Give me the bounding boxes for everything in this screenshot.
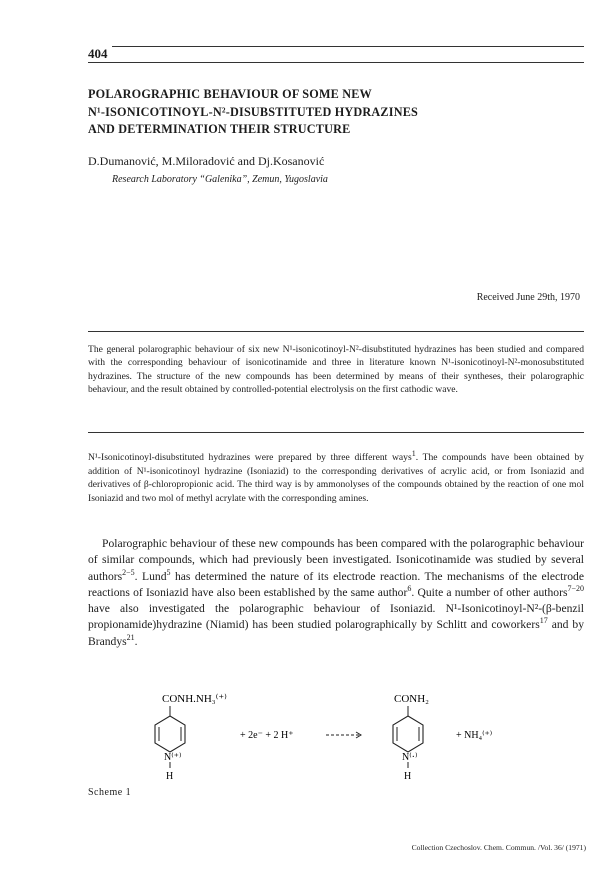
title-line-3: AND DETERMINATION THEIR STRUCTURE [88,122,351,136]
body-text: Polarographic behaviour of these new compounds has been compared with the polarographic behaviour of similar compounds, which had previously been investigated. Isonicotinamide was studied by several authors [88,537,584,583]
page-number: 404 [88,46,108,61]
body-text: . Lund [134,569,167,583]
intro-text-a: N¹-Isonicotinoyl-disubstituted hydrazines were prepared by three different ways [88,452,412,463]
intro-paragraph [88,448,584,505]
abstract-rule-bottom [88,432,584,433]
abstract-rule-top [88,331,584,332]
left-ring-nitrogen: N⁽⁺⁾ [164,752,182,763]
body-text: have also investigated the polarographic behaviour of Isoniazid. N¹-Isonicotinoyl-N²-(β-benzil propionamide)hydrazine (Niamid) has been studied polarographically by Schlitt and coworkers [88,602,584,632]
citation: 7−20 [567,584,584,594]
body-text: . [134,634,138,648]
header-rule-lower [88,62,584,63]
right-hydrogen: H [404,771,412,782]
received-date: Received June 29th, 1970 [476,292,580,303]
scheme-label: Scheme 1 [88,787,132,798]
intro-text-b: . The compounds have been obtained by addition of N¹-isonicotinoyl hydrazine (Isoniazid) to the corresponding derivatives of acrylic acid, or from Isoniazid and derivatives of β-chloropropionic acid. The third way is by ammonolyses of the compounds obtained by the reaction of one mol Isoniazid and two mol of methyl acrylate with the corresponding amines. [88,452,584,504]
journal-footer: Collection Czechoslov. Chem. Commun. /Vol. 36/ (1971) [411,843,586,852]
header-rule [112,46,584,47]
right-substituent: CONH₂ [394,693,430,705]
left-hydrogen: H [166,771,174,782]
citation: 17 [539,616,548,626]
body-text: has determined the nature of its electrode reaction. The mechanisms of the electrode reactions of Isoniazid have also been established by the same author [88,569,584,599]
citation: 5 [166,567,171,577]
body-text: and by Brandys [88,618,584,648]
authors: D.Dumanović, M.Miloradović and Dj.Kosanović [88,154,325,168]
ammonium-product: + NH₄⁽⁺⁾ [456,730,493,741]
left-substituent: CONH.NH₃⁽⁺⁾ [162,693,227,705]
abstract: The general polarographic behaviour of six new N¹-isonicotinoyl-N²-disubstituted hydrazines has been studied and compared with the corresponding behaviour of isonicotinamide and three in literature known N¹-isonicotinoyl-N²-monosubstituted hydrazines. The structure of the new compounds has been determined by means of their syntheses, their polarographic behaviour, and the result obtained by controlled-potential electrolysis on the first cathodic wave. [88,344,584,395]
right-ring-nitrogen: N⁽·⁾ [402,752,418,763]
citation: 1 [411,448,416,458]
reaction-scheme [140,688,540,784]
citation: 6 [407,584,412,594]
title-line-2: N¹-ISONICOTINOYL-N²-DISUBSTITUTED HYDRAZINES [88,104,419,119]
reagents: + 2e⁻ + 2 H⁺ [240,730,294,741]
title-line-1: POLAROGRAPHIC BEHAVIOUR OF SOME NEW [88,87,372,101]
affiliation: Research Laboratory “Galenika”, Zemun, Yugoslavia [112,174,328,185]
citation: 21 [126,632,135,642]
body-text: . Quite a number of other authors [411,585,568,599]
citation: 2−5 [122,567,135,577]
article-title [88,86,528,139]
body-paragraph [88,536,584,650]
